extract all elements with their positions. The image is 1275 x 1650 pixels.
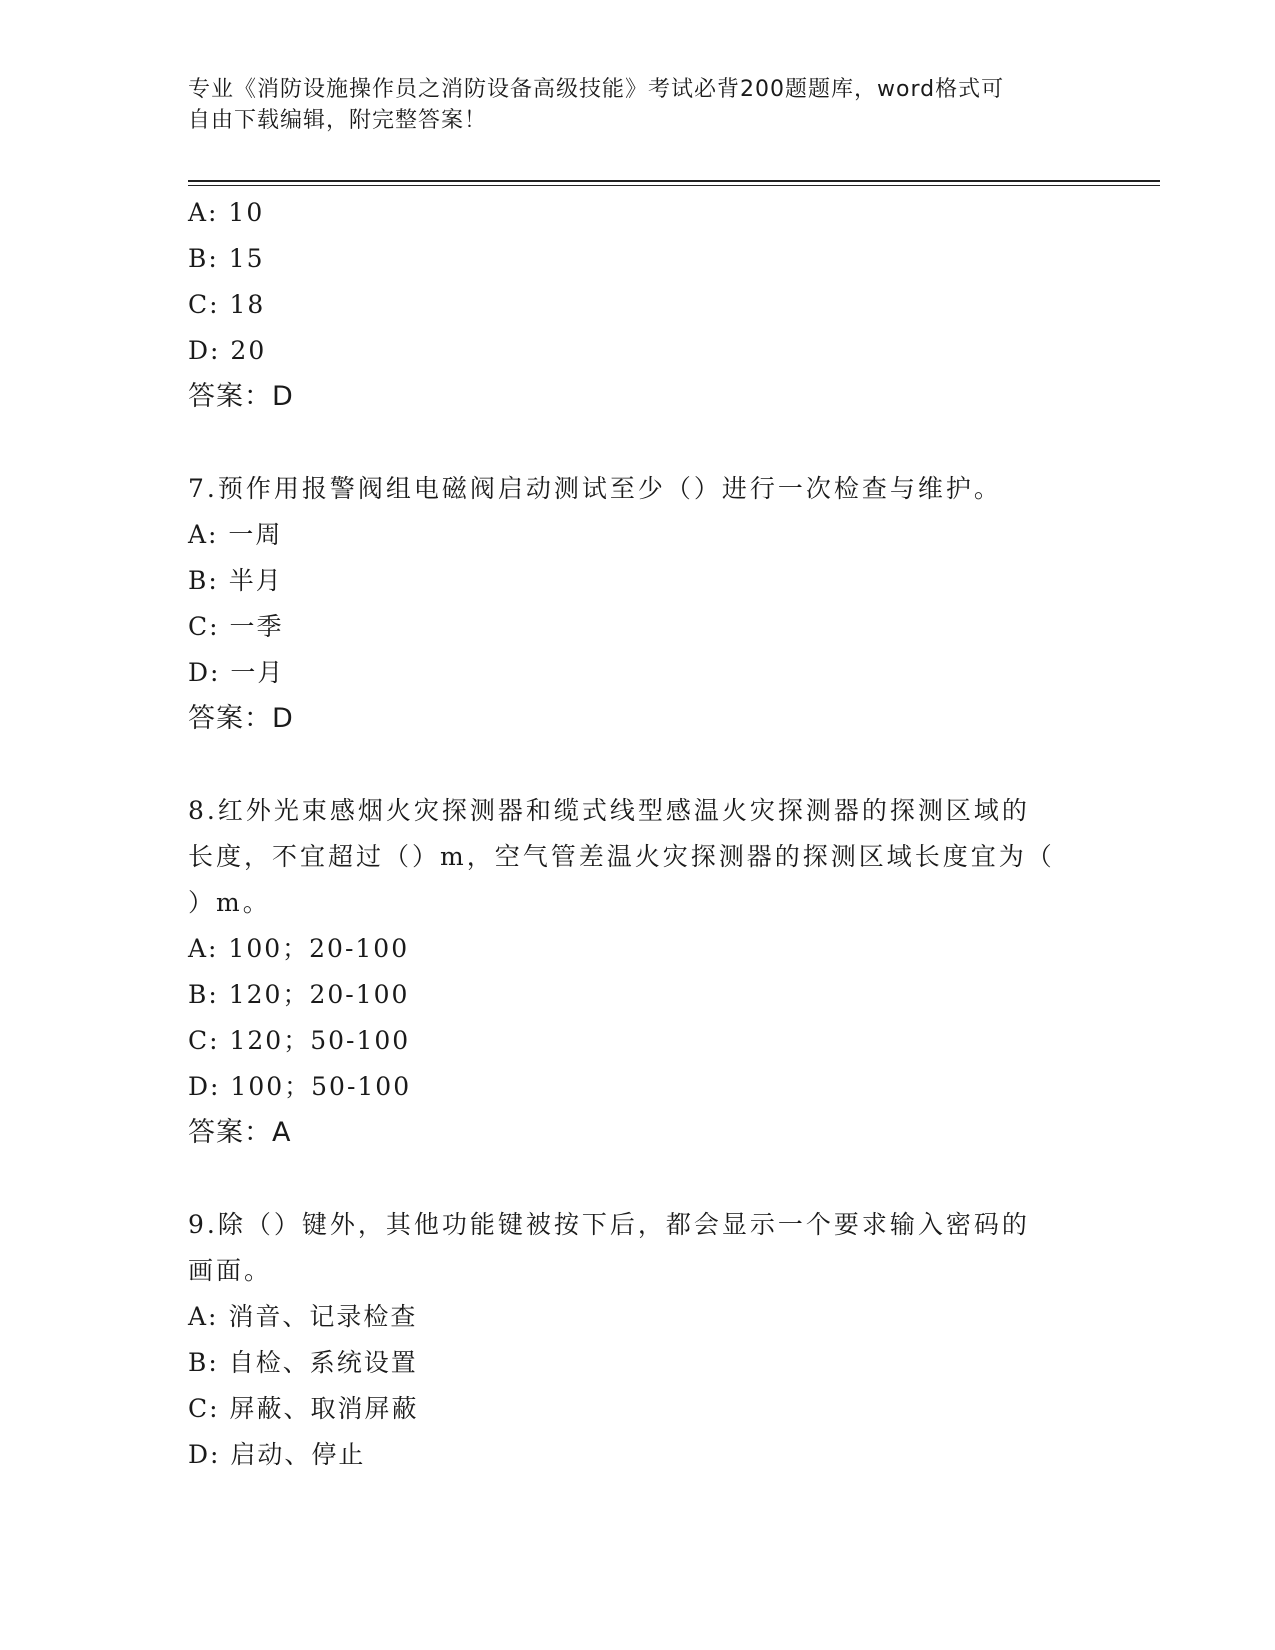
option-c: C: 120；50-100 — [188, 1026, 411, 1055]
question-9 — [188, 1202, 1088, 1478]
option-a: A: 消音、记录检查 — [188, 1302, 418, 1331]
question-text-line-3: ）m。 — [188, 888, 271, 917]
answer-label: 答案：D — [188, 703, 294, 734]
header-title-line-2: 自由下载编辑，附完整答案！ — [188, 108, 488, 133]
document-header — [188, 74, 1088, 136]
question-8 — [188, 788, 1088, 1156]
header-divider — [188, 180, 1160, 182]
question-6-continued — [188, 190, 1088, 420]
option-d: D: 一月 — [188, 658, 285, 687]
option-b: B: 自检、系统设置 — [188, 1348, 418, 1377]
question-list — [188, 190, 1088, 1478]
option-d: D: 20 — [188, 336, 267, 365]
question-text: 7.预作用报警阀组电磁阀启动测试至少（）进行一次检查与维护。 — [188, 474, 1002, 503]
option-c: C: 一季 — [188, 612, 284, 641]
question-text-line-1: 9.除（）键外，其他功能键被按下后，都会显示一个要求输入密码的 — [188, 1210, 1030, 1239]
option-c: C: 18 — [188, 290, 266, 319]
answer-label: 答案：D — [188, 381, 294, 412]
question-7 — [188, 466, 1088, 742]
option-a: A: 100；20-100 — [188, 934, 410, 963]
option-d: D: 启动、停止 — [188, 1440, 366, 1469]
header-divider-thin — [188, 185, 1160, 186]
option-b: B: 半月 — [188, 566, 283, 595]
option-c: C: 屏蔽、取消屏蔽 — [188, 1394, 419, 1423]
option-a: A: 10 — [188, 198, 265, 227]
option-b: B: 120；20-100 — [188, 980, 410, 1009]
option-a: A: 一周 — [188, 520, 283, 549]
question-text-line-2: 画面。 — [188, 1256, 273, 1285]
answer-label: 答案：A — [188, 1117, 292, 1148]
question-text-line-2: 长度，不宜超过（）m，空气管差温火灾探测器的探测区域长度宜为（ — [188, 842, 1055, 871]
header-title-line-1: 专业《消防设施操作员之消防设备高级技能》考试必背200题题库，word格式可 — [188, 77, 1005, 102]
option-d: D: 100；50-100 — [188, 1072, 412, 1101]
option-b: B: 15 — [188, 244, 265, 273]
question-text-line-1: 8.红外光束感烟火灾探测器和缆式线型感温火灾探测器的探测区域的 — [188, 796, 1030, 825]
